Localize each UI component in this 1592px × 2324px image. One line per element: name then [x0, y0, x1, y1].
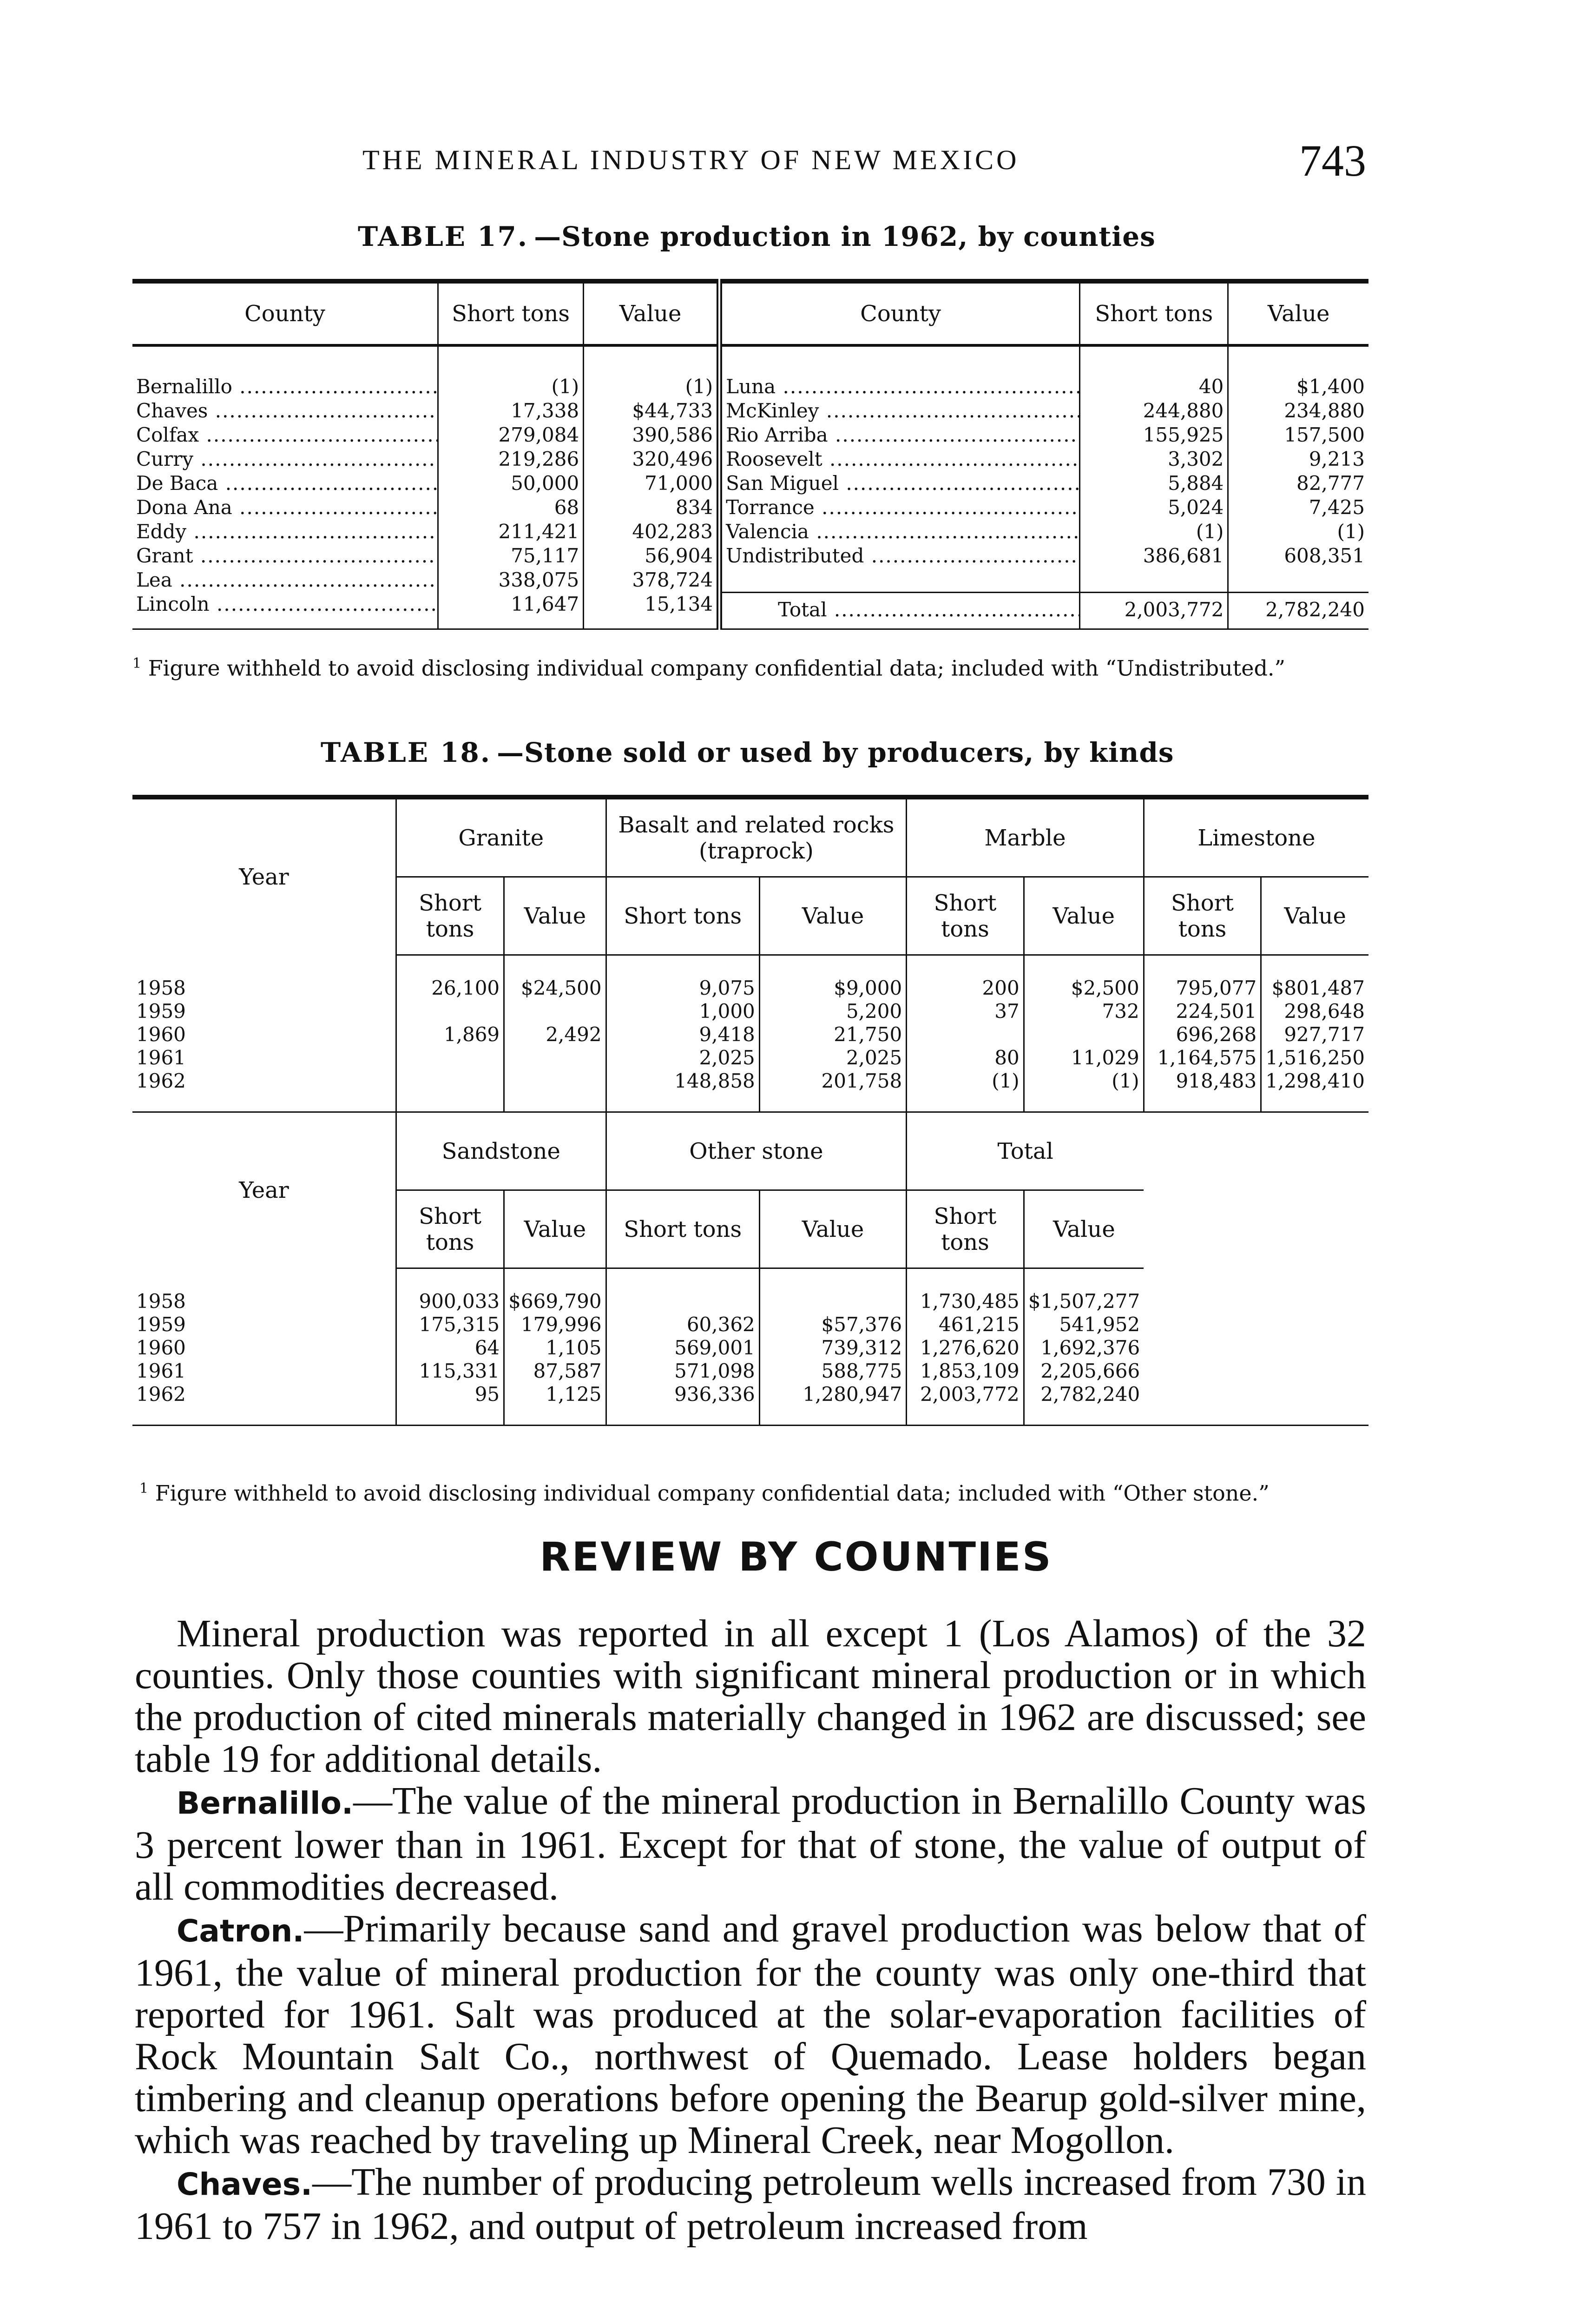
year-cell: 1962: [132, 1383, 396, 1406]
county-name: Chaves .....: [136, 399, 438, 422]
spacer-cell: [132, 1093, 396, 1112]
value-cell: (1): [1337, 520, 1365, 543]
data-cell: 80: [907, 1046, 1024, 1070]
t17-row: [132, 345, 1368, 399]
data-cell: 936,336: [606, 1383, 759, 1406]
county-name: Colfax .....: [136, 423, 438, 446]
data-cell: (1): [907, 1070, 1024, 1093]
t17-county-cell: [719, 520, 1080, 544]
short-tons-cell: 3,302: [1080, 447, 1228, 471]
data-cell: 2,782,240: [1040, 1383, 1140, 1406]
short-tons-cell: 75,117: [438, 544, 584, 568]
county-name: Grant .....: [136, 544, 438, 567]
short-tons-cell: (1): [1080, 520, 1228, 544]
year-cell: 1960: [132, 1023, 396, 1046]
table-row: [132, 1290, 1368, 1313]
data-cell: 5,200: [759, 1000, 906, 1023]
t17-col-short-tons: Short tons: [438, 281, 584, 345]
spacer-cell: [1024, 1268, 1144, 1290]
data-cell: 64: [396, 1336, 504, 1360]
county-name: McKinley .....: [726, 399, 1080, 422]
value-cell: $1,400: [1296, 375, 1365, 398]
value-cell: 834: [584, 495, 719, 520]
short-tons-cell: 5,024: [1080, 495, 1228, 520]
year-header: Year: [132, 1113, 396, 1268]
short-tons-cell: 338,075: [438, 568, 584, 592]
spacer-cell: [1024, 955, 1144, 977]
block-b-group-header: [132, 1113, 1368, 1190]
spacer-cell: [132, 1406, 396, 1426]
data-cell: $2,500: [1024, 977, 1144, 1000]
group-header: Limestone: [1144, 797, 1368, 877]
rule-cell: [719, 622, 1080, 629]
t17-row: [132, 447, 1368, 471]
table-row: [132, 1046, 1368, 1070]
t17-county-cell: [132, 568, 438, 592]
value-cell: 402,283: [584, 520, 719, 544]
spacer-cell: [606, 1093, 759, 1112]
value-cell: (1): [584, 345, 719, 399]
county-name: Torrance .....: [726, 496, 1080, 519]
total-label: Total .....: [778, 598, 1080, 621]
value-cell: 7,425: [1309, 496, 1365, 519]
group-header: Basalt and related rocks (traprock): [606, 797, 907, 877]
short-tons-header: Short tons: [396, 1190, 504, 1268]
data-cell: [396, 1000, 504, 1023]
short-tons-cell: 155,925: [1080, 423, 1228, 447]
data-cell: 1,730,485: [907, 1290, 1024, 1313]
footnote-mark: 1: [139, 1480, 149, 1497]
county-name: Luna .....: [726, 375, 1080, 398]
t17-row: [132, 495, 1368, 520]
data-cell: 179,996: [504, 1313, 606, 1336]
spacer-cell: [504, 1406, 606, 1426]
table18-footnote: [139, 1476, 1366, 1506]
t17-row: [132, 520, 1368, 544]
spacer-cell: [907, 955, 1024, 977]
year-cell: 1959: [132, 1000, 396, 1023]
t17-row: [132, 592, 1368, 622]
value-cell: 378,724: [584, 568, 719, 592]
county-name: San Miguel .....: [726, 472, 1080, 495]
value-header: Value: [504, 877, 606, 955]
data-cell: 588,775: [759, 1360, 906, 1383]
value-cell: 71,000: [584, 471, 719, 495]
t17-county-cell: [132, 471, 438, 495]
t17-county-cell: [132, 520, 438, 544]
value-header: Value: [1261, 877, 1368, 955]
county-name: Rio Arriba .....: [726, 423, 1080, 446]
county-name: Bernalillo .....: [136, 375, 438, 398]
data-cell: 298,648: [1284, 1000, 1365, 1023]
data-cell: [1024, 1023, 1144, 1046]
t17-county-cell: [719, 447, 1080, 471]
t17-bottom-rule: [132, 622, 1368, 629]
t17-county-cell: [132, 345, 438, 399]
data-cell: 200: [907, 977, 1024, 1000]
data-cell: 696,268: [1144, 1023, 1261, 1046]
data-cell: 795,077: [1144, 977, 1261, 1000]
paragraph-lead: Chaves.: [177, 2166, 313, 2202]
footnote-mark: 1: [132, 655, 142, 672]
t17-row: [132, 423, 1368, 447]
spacer-cell: [504, 1268, 606, 1290]
spacer-cell: [396, 955, 504, 977]
data-cell: 1,853,109: [907, 1360, 1024, 1383]
data-cell: $669,790: [504, 1290, 606, 1313]
data-cell: $801,487: [1271, 977, 1365, 999]
value-cell: 15,134: [584, 592, 719, 622]
data-cell: [396, 1046, 504, 1070]
data-cell: 9,075: [606, 977, 759, 1000]
t17-col-county-2: County: [719, 281, 1080, 345]
short-tons-cell: 40: [1080, 345, 1228, 399]
spacer-cell: [132, 1268, 396, 1290]
block-b-spacer: [132, 1268, 1368, 1290]
data-cell: 37: [907, 1000, 1024, 1023]
data-cell: 26,100: [396, 977, 504, 1000]
data-cell: 732: [1024, 1000, 1144, 1023]
short-tons-header: Short tons: [1144, 877, 1261, 955]
spacer-cell: [132, 955, 396, 977]
county-name: Valencia .....: [726, 520, 1080, 543]
t17-county-cell: [132, 399, 438, 423]
year-cell: 1958: [132, 1290, 396, 1313]
data-cell: 1,276,620: [907, 1336, 1024, 1360]
table17-caption-text: —Stone production in 1962, by counties: [534, 221, 1156, 252]
table-row: [132, 977, 1368, 1000]
data-cell: 60,362: [606, 1313, 759, 1336]
data-cell: 1,105: [504, 1336, 606, 1360]
paragraph-text: —The value of the mineral production in Bernalillo County was 3 percent lower than in 1961. Except for that of stone, the value of output of all commodities decreased.: [135, 1779, 1366, 1908]
data-cell: 2,025: [759, 1046, 906, 1070]
data-cell: 115,331: [396, 1360, 504, 1383]
group-header: Marble: [907, 797, 1144, 877]
spacer-cell: [759, 1093, 906, 1112]
t17-county-cell: [719, 495, 1080, 520]
short-tons-header: Short tons: [606, 877, 759, 955]
data-cell: 148,858: [606, 1070, 759, 1093]
short-tons-cell: 11,647: [438, 592, 584, 622]
spacer-cell: [1144, 1093, 1261, 1112]
year-cell: 1961: [132, 1360, 396, 1383]
t17-county-cell: [719, 345, 1080, 399]
spacer-cell: [759, 955, 906, 977]
spacer-cell: [1261, 1093, 1368, 1112]
group-header: Granite: [396, 797, 606, 877]
year-header: Year: [132, 797, 396, 955]
spacer-cell: [1261, 955, 1368, 977]
spacer-cell: [1024, 1093, 1144, 1112]
t17-col-value-2: Value: [1228, 281, 1368, 345]
data-cell: 1,000: [606, 1000, 759, 1023]
table18-caption: [321, 737, 1174, 768]
t17-county-cell: [132, 495, 438, 520]
spacer-cell: [396, 1093, 504, 1112]
short-tons-header: Short tons: [396, 877, 504, 955]
data-cell: 1,869: [396, 1023, 504, 1046]
spacer-cell: [606, 1406, 759, 1426]
table-row: [132, 1313, 1368, 1336]
table17: [132, 279, 1368, 630]
spacer-cell: [396, 1406, 504, 1426]
spacer-cell: [504, 955, 606, 977]
t17-county-cell: [132, 447, 438, 471]
paragraph-lead: Catron.: [177, 1913, 304, 1949]
short-tons-cell: 2,003,772: [1080, 592, 1228, 622]
spacer-cell: [759, 1268, 906, 1290]
t17-county-cell: [719, 544, 1080, 568]
short-tons-cell: 279,084: [438, 423, 584, 447]
paragraph-text: Mineral production was reported in all except 1 (Los Alamos) of the 32 counties. Only those counties with significant mineral production or in which the production of cited minerals materially changed in 1962 are discussed; see table 19 for additional details.: [135, 1612, 1366, 1781]
t17-row: [132, 399, 1368, 423]
year-cell: 1959: [132, 1313, 396, 1336]
spacer-cell: [907, 1406, 1024, 1426]
data-cell: $9,000: [759, 977, 906, 1000]
value-cell: 320,496: [584, 447, 719, 471]
t17-county-cell: [719, 423, 1080, 447]
value-cell: 2,782,240: [1228, 592, 1368, 622]
county-name: Lincoln .....: [136, 593, 438, 615]
short-tons-cell: 219,286: [438, 447, 584, 471]
value-cell: 56,904: [584, 544, 719, 568]
table-row: [132, 1070, 1368, 1093]
t17-county-cell: [132, 423, 438, 447]
county-name: Curry .....: [136, 448, 438, 470]
data-cell: 1,280,947: [759, 1383, 906, 1406]
t17-county-cell: [132, 544, 438, 568]
paragraph: [135, 1613, 1366, 1780]
value-header: Value: [759, 1190, 906, 1268]
spacer-cell: [1024, 1406, 1144, 1426]
body-text: [135, 1613, 1366, 2247]
block-b-end: [132, 1406, 1368, 1426]
data-cell: 1,125: [504, 1383, 606, 1406]
group-header: Other stone: [606, 1113, 907, 1190]
value-header: Value: [504, 1190, 606, 1268]
running-head-title: THE MINERAL INDUSTRY OF NEW MEXICO: [362, 145, 1020, 175]
year-cell: 1960: [132, 1336, 396, 1360]
t17-row: [132, 568, 1368, 592]
county-name: Undistributed .....: [726, 544, 1080, 567]
data-cell: (1): [1024, 1070, 1144, 1093]
short-tons-header: Short tons: [606, 1190, 759, 1268]
paragraph: [135, 1780, 1366, 1908]
data-cell: 1,516,250: [1265, 1046, 1365, 1069]
t17-county-cell: [719, 471, 1080, 495]
data-cell: [504, 1000, 606, 1023]
running-head: [139, 136, 1366, 186]
data-cell: 461,215: [907, 1313, 1024, 1336]
spacer-cell: [1144, 955, 1261, 977]
data-cell: $1,507,277: [1028, 1290, 1140, 1313]
paragraph-lead: Bernalillo.: [177, 1785, 354, 1821]
t17-col-value: Value: [584, 281, 719, 345]
data-cell: [504, 1070, 606, 1093]
data-cell: [606, 1290, 759, 1313]
t17-row: [132, 544, 1368, 568]
footnote-text: Figure withheld to avoid disclosing individual company confidential data; included with “Other stone.”: [155, 1480, 1270, 1506]
value-cell: 390,586: [584, 423, 719, 447]
spacer-cell: [606, 955, 759, 977]
short-tons-header: Short tons: [907, 1190, 1024, 1268]
rule-cell: [584, 622, 719, 629]
short-tons-cell: 244,880: [1080, 399, 1228, 423]
data-cell: 175,315: [396, 1313, 504, 1336]
data-cell: 21,750: [759, 1023, 906, 1046]
spacer-cell: [759, 1406, 906, 1426]
table-row: [132, 1023, 1368, 1046]
data-cell: 927,717: [1284, 1023, 1365, 1046]
data-cell: [907, 1023, 1024, 1046]
data-cell: 900,033: [396, 1290, 504, 1313]
data-cell: 95: [396, 1383, 504, 1406]
rule-cell: [1080, 622, 1228, 629]
table18-caption-text: —Stone sold or used by producers, by kinds: [497, 737, 1174, 768]
short-tons-cell: [1080, 568, 1228, 592]
rule-cell: [132, 622, 438, 629]
paragraph: [135, 1908, 1366, 2161]
block-a-end: [132, 1093, 1368, 1112]
county-name: Lea .....: [136, 568, 438, 591]
value-cell: 234,880: [1284, 399, 1365, 422]
table-row: [132, 1383, 1368, 1406]
data-cell: 2,492: [504, 1023, 606, 1046]
short-tons-cell: 211,421: [438, 520, 584, 544]
block-a-spacer: [132, 955, 1368, 977]
data-cell: 224,501: [1144, 1000, 1261, 1023]
short-tons-header: Short tons: [907, 877, 1024, 955]
paragraph-text: —The number of producing petroleum wells increased from 730 in 1961 to 757 in 1962, and output of petroleum increased from: [135, 2160, 1366, 2248]
data-cell: [504, 1046, 606, 1070]
data-cell: 11,029: [1024, 1046, 1144, 1070]
t17-county-cell: [132, 592, 438, 622]
county-name: Roosevelt .....: [726, 448, 1080, 470]
group-header: Sandstone: [396, 1113, 606, 1190]
data-cell: [396, 1070, 504, 1093]
data-cell: 1,164,575: [1144, 1046, 1261, 1070]
value-cell: [1228, 568, 1368, 592]
data-cell: $57,376: [759, 1313, 906, 1336]
data-cell: 918,483: [1144, 1070, 1261, 1093]
short-tons-cell: 50,000: [438, 471, 584, 495]
rule-cell: [438, 622, 584, 629]
paragraph-text: —Primarily because sand and gravel production was below that of 1961, the value of mineral production for the county was only one-third that reported for 1961. Salt was produced at the solar-evaporation facilities of Rock Mountain Salt Co., northwest of Quemado. Lease holders began timbering and cleanup operations before opening the Bearup gold-silver mine, which was reached by traveling up Mineral Creek, near Mogollon.: [135, 1907, 1366, 2162]
data-cell: [759, 1290, 906, 1313]
data-cell: $24,500: [504, 977, 606, 1000]
value-cell: $44,733: [584, 399, 719, 423]
short-tons-cell: 386,681: [1080, 544, 1228, 568]
group-header: Total: [907, 1113, 1144, 1190]
data-cell: 9,418: [606, 1023, 759, 1046]
t17-county-cell: [719, 399, 1080, 423]
short-tons-cell: 68: [438, 495, 584, 520]
t17-county-cell: [719, 592, 1080, 622]
year-cell: 1961: [132, 1046, 396, 1070]
rule-cell: [1228, 622, 1368, 629]
data-cell: 2,205,666: [1040, 1360, 1140, 1382]
table17-footnote: [132, 651, 1368, 681]
county-name: De Baca .....: [136, 472, 438, 495]
county-name: Eddy .....: [136, 520, 438, 543]
t17-col-county: County: [132, 281, 438, 345]
table18-label: TABLE 18.: [321, 737, 492, 768]
data-cell: 569,001: [606, 1336, 759, 1360]
short-tons-cell: (1): [438, 345, 584, 399]
spacer-cell: [504, 1093, 606, 1112]
spacer-cell: [606, 1268, 759, 1290]
data-cell: 1,298,410: [1265, 1070, 1365, 1092]
data-cell: 2,025: [606, 1046, 759, 1070]
t17-row: [132, 471, 1368, 495]
short-tons-cell: 5,884: [1080, 471, 1228, 495]
t17-county-cell: [719, 568, 1080, 592]
data-cell: 571,098: [606, 1360, 759, 1383]
value-header: Value: [1024, 1190, 1144, 1268]
data-cell: 739,312: [759, 1336, 906, 1360]
year-cell: 1962: [132, 1070, 396, 1093]
footnote-text: Figure withheld to avoid disclosing individual company confidential data; included with “Undistributed.”: [148, 655, 1286, 681]
paragraph: [135, 2161, 1366, 2247]
table-row: [132, 1360, 1368, 1383]
value-cell: 608,351: [1284, 544, 1365, 567]
table17-label: TABLE 17.: [358, 221, 529, 252]
table-row: [132, 1000, 1368, 1023]
table-row: [132, 1336, 1368, 1360]
spacer-cell: [907, 1268, 1024, 1290]
section-title: REVIEW BY COUNTIES: [539, 1534, 1053, 1580]
value-cell: 82,777: [1296, 472, 1365, 495]
value-cell: 9,213: [1309, 448, 1365, 470]
year-cell: 1958: [132, 977, 396, 1000]
data-cell: 1,692,376: [1040, 1336, 1140, 1359]
value-header: Value: [1024, 877, 1144, 955]
data-cell: 2,003,772: [907, 1383, 1024, 1406]
table17-caption: [358, 221, 1156, 252]
value-cell: 157,500: [1284, 423, 1365, 446]
spacer-cell: [396, 1268, 504, 1290]
page-number: 743: [1299, 136, 1366, 185]
spacer-cell: [907, 1093, 1024, 1112]
data-cell: 87,587: [504, 1360, 606, 1383]
block-a-group-header: [132, 797, 1368, 877]
value-header: Value: [759, 877, 906, 955]
t17-col-short-tons-2: Short tons: [1080, 281, 1228, 345]
short-tons-cell: 17,338: [438, 399, 584, 423]
data-cell: 541,952: [1059, 1313, 1140, 1336]
county-name: Dona Ana .....: [136, 496, 438, 519]
data-cell: 201,758: [759, 1070, 906, 1093]
table18: [132, 795, 1368, 1426]
